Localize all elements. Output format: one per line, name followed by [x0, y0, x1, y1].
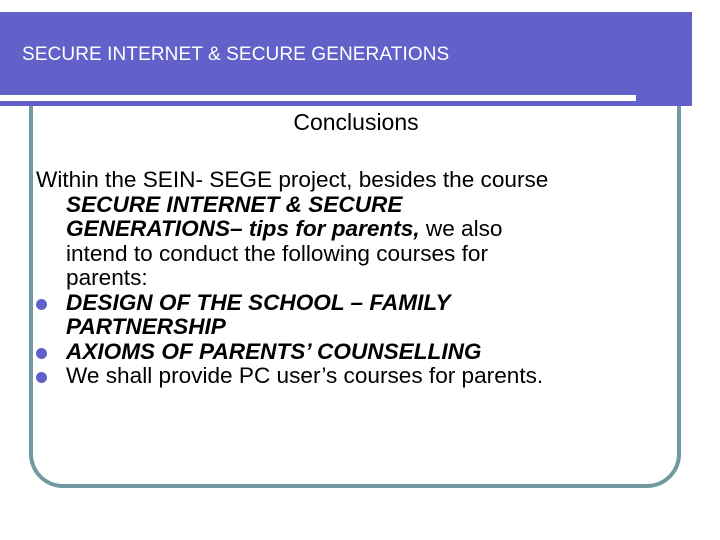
list-item-text: We shall provide PC user’s courses for parents. — [66, 363, 544, 388]
intro-line: Within the SEIN- SEGE project, besides the course — [36, 167, 549, 192]
intro-line: parents: — [66, 265, 148, 290]
bullet-dot-icon — [36, 299, 47, 310]
list-item — [36, 364, 686, 389]
list-item-text: DESIGN OF THE SCHOOL – FAMILY — [66, 289, 451, 315]
list-item-text: PARTNERSHIP — [66, 314, 226, 339]
intro-line: intend to conduct the following courses for — [66, 240, 489, 266]
course-name-line: SECURE INTERNET & SECURE — [66, 191, 403, 217]
header-title: SECURE INTERNET & SECURE GENERATIONS — [22, 44, 450, 65]
course-name-text: GENERATIONS– tips for parents, — [66, 216, 420, 241]
intro-paragraph — [36, 168, 686, 291]
bullet-dot-icon — [36, 372, 47, 383]
header-divider — [0, 95, 636, 101]
course-name-line — [36, 217, 686, 242]
list-item-text: AXIOMS OF PARENTS’ COUNSELLING — [66, 338, 482, 364]
slide-body — [36, 168, 686, 389]
slide-title: Conclusions — [293, 109, 419, 135]
intro-text: we also — [419, 216, 503, 241]
list-item — [36, 291, 686, 340]
bullet-dot-icon — [36, 348, 47, 359]
list-item — [36, 340, 686, 365]
